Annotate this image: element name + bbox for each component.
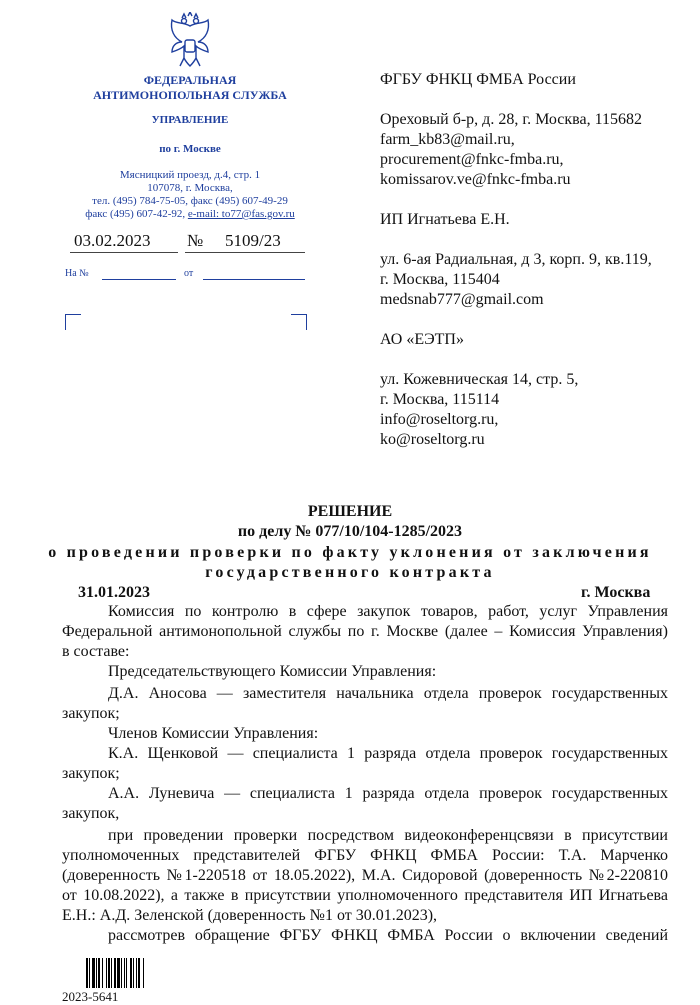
recipient-email: ko@roseltorg.ru: [380, 431, 485, 448]
sender-address-line1: Мясницкий проезд, д.4, стр. 1: [119, 169, 261, 181]
reference-date-label: от: [184, 268, 194, 279]
registration-date-underline: [70, 252, 178, 253]
decision-date: 31.01.2023: [78, 584, 150, 601]
sender-address-line2: 107078, г. Москва,: [147, 182, 233, 194]
recipient-3-address: [380, 370, 578, 450]
recipient-line: ИП Игнатьева Е.Н.: [380, 211, 510, 228]
case-number: по делу № 077/10/104-1285/2023: [237, 523, 463, 540]
body-line: (доверенность №1-220518 от 18.05.2022), М.А. Сидоровой (доверенность №2-220810: [62, 867, 668, 884]
recipient-line: г. Москва, 115114: [380, 391, 500, 408]
body-line: К.А. Щенковой — специалиста 1 разряда отдела проверок государственных: [108, 745, 668, 762]
barcode-number: 2023-5641: [62, 989, 119, 1004]
body-line: в составе:: [62, 643, 130, 660]
recipient-email: farm_kb83@mail.ru,: [380, 131, 515, 148]
reference-number-underline: [102, 279, 176, 280]
recipient-line: Ореховый б-р, д. 28, г. Москва, 115682: [380, 111, 643, 128]
body-line: от 10.08.2022), а также в присутствии уполномоченного представителя ИП Игнатьева: [62, 887, 668, 904]
recipient-1-name: [380, 70, 576, 90]
body-line: закупок,: [62, 805, 120, 822]
recipient-2-name: [380, 210, 510, 230]
body-line: уполномоченных представителей ФГБУ ФНКЦ ФМБА России: Т.А. Марченко: [62, 847, 668, 864]
address-field-corner-right: [291, 314, 307, 330]
sender-email-link[interactable]: e-mail: to77@fas.gov.ru: [187, 208, 295, 220]
registration-date: 03.02.2023: [74, 231, 151, 250]
russian-eagle-emblem-icon: [162, 12, 218, 72]
recipient-3-name: [380, 330, 464, 350]
decision-city: г. Москва: [581, 584, 651, 601]
sender-city: по г. Москве: [159, 143, 221, 155]
recipient-email: medsnab777@gmail.com: [380, 291, 544, 308]
body-line: Председательствующего Комиссии Управления:: [108, 663, 437, 680]
body-line: А.А. Луневича — специалиста 1 разряда отдела проверок государственных: [108, 785, 668, 802]
body-line: Е.Н.: А.Д. Зеленской (доверенность №1 от 30.01.2023),: [62, 907, 438, 924]
decision-subject-line2: государственного контракта: [205, 564, 495, 581]
sender-org-line2: АНТИМОНОПОЛЬНАЯ СЛУЖБА: [93, 88, 287, 102]
body-line: Д.А. Аносова — заместителя начальника отдела проверок государственных: [108, 685, 668, 702]
decision-heading: РЕШЕНИЕ: [307, 503, 393, 520]
body-line: рассмотрев обращение ФГБУ ФНКЦ ФМБА России о включении сведений: [108, 927, 668, 944]
recipient-2-address: [380, 250, 652, 310]
sender-fax: факс (495) 607-42-92,: [85, 208, 188, 220]
recipient-email: info@roseltorg.ru,: [380, 411, 499, 428]
registration-number-sign: №: [187, 231, 204, 250]
body-line: Федеральной антимонопольной службы по г. Москве (далее – Комиссия Управления): [62, 623, 668, 640]
body-line: Членов Комиссии Управления:: [108, 725, 319, 742]
recipient-line: ул. Кожевническая 14, стр. 5,: [380, 371, 579, 388]
recipient-1-address: [380, 110, 642, 190]
decision-subject-line1: о проведении проверки по факту уклонения от заключения: [48, 544, 652, 561]
reference-date-underline: [203, 279, 305, 280]
recipient-line: ФГБУ ФНКЦ ФМБА России: [380, 71, 576, 88]
recipient-line: г. Москва, 115404: [380, 271, 500, 288]
recipient-line: ул. 6-ая Радиальная, д 3, корп. 9, кв.119,: [380, 251, 652, 268]
document-barcode: [86, 958, 166, 988]
reference-number-label: На №: [65, 268, 89, 279]
sender-phone-line: тел. (495) 784-75-05, факс (495) 607-49-29: [92, 195, 288, 207]
sender-org-line1: ФЕДЕРАЛЬНАЯ: [143, 73, 237, 87]
recipient-email: procurement@fnkc-fmba.ru,: [380, 151, 564, 168]
recipient-email: komissarov.ve@fnkc-fmba.ru: [380, 171, 571, 188]
sender-department: УПРАВЛЕНИЕ: [151, 114, 229, 126]
body-line: при проведении проверки посредством видеоконференцсвязи в присутствии: [108, 827, 668, 844]
registration-number: 5109/23: [225, 231, 281, 250]
body-line: закупок;: [62, 705, 120, 722]
body-line: закупок;: [62, 765, 120, 782]
registration-number-underline: [185, 252, 305, 253]
body-line: Комиссия по контролю в сфере закупок товаров, работ, услуг Управления: [108, 603, 668, 620]
address-field-corner-left: [65, 314, 81, 330]
recipient-line: АО «ЕЭТП»: [380, 331, 464, 348]
sender-fax-email-line: [60, 208, 320, 221]
